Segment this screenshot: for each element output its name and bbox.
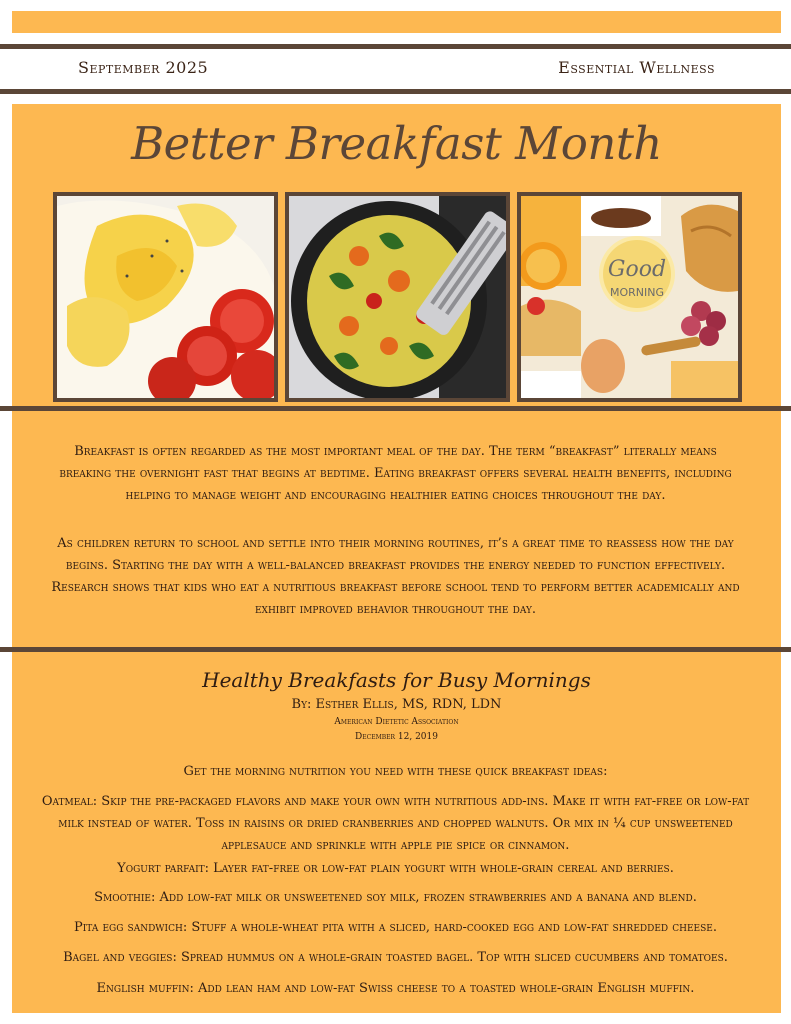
newsletter-title: Essential Wellness: [558, 58, 715, 77]
article-organization: American Dietetic Association: [334, 717, 459, 727]
tip-smoothie: Smoothie: Add low-fat milk or unsweetened soy milk, frozen strawberries and a banana and blend.: [94, 890, 697, 905]
header-bottom-rule: [0, 89, 791, 94]
article-byline: By: Esther Ellis, MS, RDN, LDN: [291, 697, 502, 712]
good-morning-breakfast-photo: [517, 192, 742, 402]
eggs-tomatoes-image: [57, 196, 274, 398]
good-morning-text-line2: MORNING: [609, 286, 665, 299]
article-lead-in: Get the morning nutrition you need with these quick breakfast ideas:: [183, 764, 608, 779]
tip-english-muffin: English muffin: Add lean ham and low-fat Swiss cheese to a toasted whole-grain English muffin.: [96, 981, 695, 996]
eggs-tomatoes-photo: [53, 192, 278, 402]
intro-paragraph-1: Breakfast is often regarded as the most important meal of the day. The term “breakfast” literally means breaking the overnight fast that begins at bedtime. Eating breakfast offers several health benefits, including helping to manage weight and encouraging healthier eating choices throughout the day.: [59, 444, 732, 503]
header-top-rule: [0, 44, 791, 49]
issue-date: September 2025: [78, 58, 209, 77]
skillet-hash-photo: [285, 192, 510, 402]
main-title: Better Breakfast Month: [131, 117, 662, 170]
article-title: Healthy Breakfasts for Busy Mornings: [202, 668, 591, 692]
tip-bagel-veggies: Bagel and veggies: Spread hummus on a whole-grain toasted bagel. Top with sliced cucumbers and tomatoes.: [63, 950, 728, 965]
skillet-hash-image: [289, 196, 506, 398]
good-morning-breakfast-image: [521, 196, 738, 398]
top-color-strip: [12, 11, 781, 33]
tip-yogurt-parfait: Yogurt parfait: Layer fat-free or low-fat plain yogurt with whole-grain cereal and berries.: [117, 861, 674, 876]
good-morning-text-line1: Good: [607, 257, 667, 282]
tip-pita-egg-sandwich: Pita egg sandwich: Stuff a whole-wheat pita with a sliced, hard-cooked egg and low-fat shredded cheese.: [74, 920, 717, 935]
article-date: December 12, 2019: [355, 732, 438, 742]
tip-oatmeal: Oatmeal: Skip the pre-packaged flavors and make your own with nutritious add-ins. Make it with fat-free or low-fat milk instead of water. Toss in raisins or dried cranberries and chopped walnuts. Or mix in ¼ cup unsweetened applesauce and sprinkle with apple pie spice or cinnamon.: [41, 794, 750, 853]
intro-paragraph-2: As children return to school and settle into their morning routines, it’s a great time to reassess how the day begins. Starting the day with a well-balanced breakfast provides the energy needed to function effectively. Research shows that kids who eat a nutritious breakfast before school tend to perform better academically and exhibit improved behavior throughout the day.: [51, 536, 740, 617]
